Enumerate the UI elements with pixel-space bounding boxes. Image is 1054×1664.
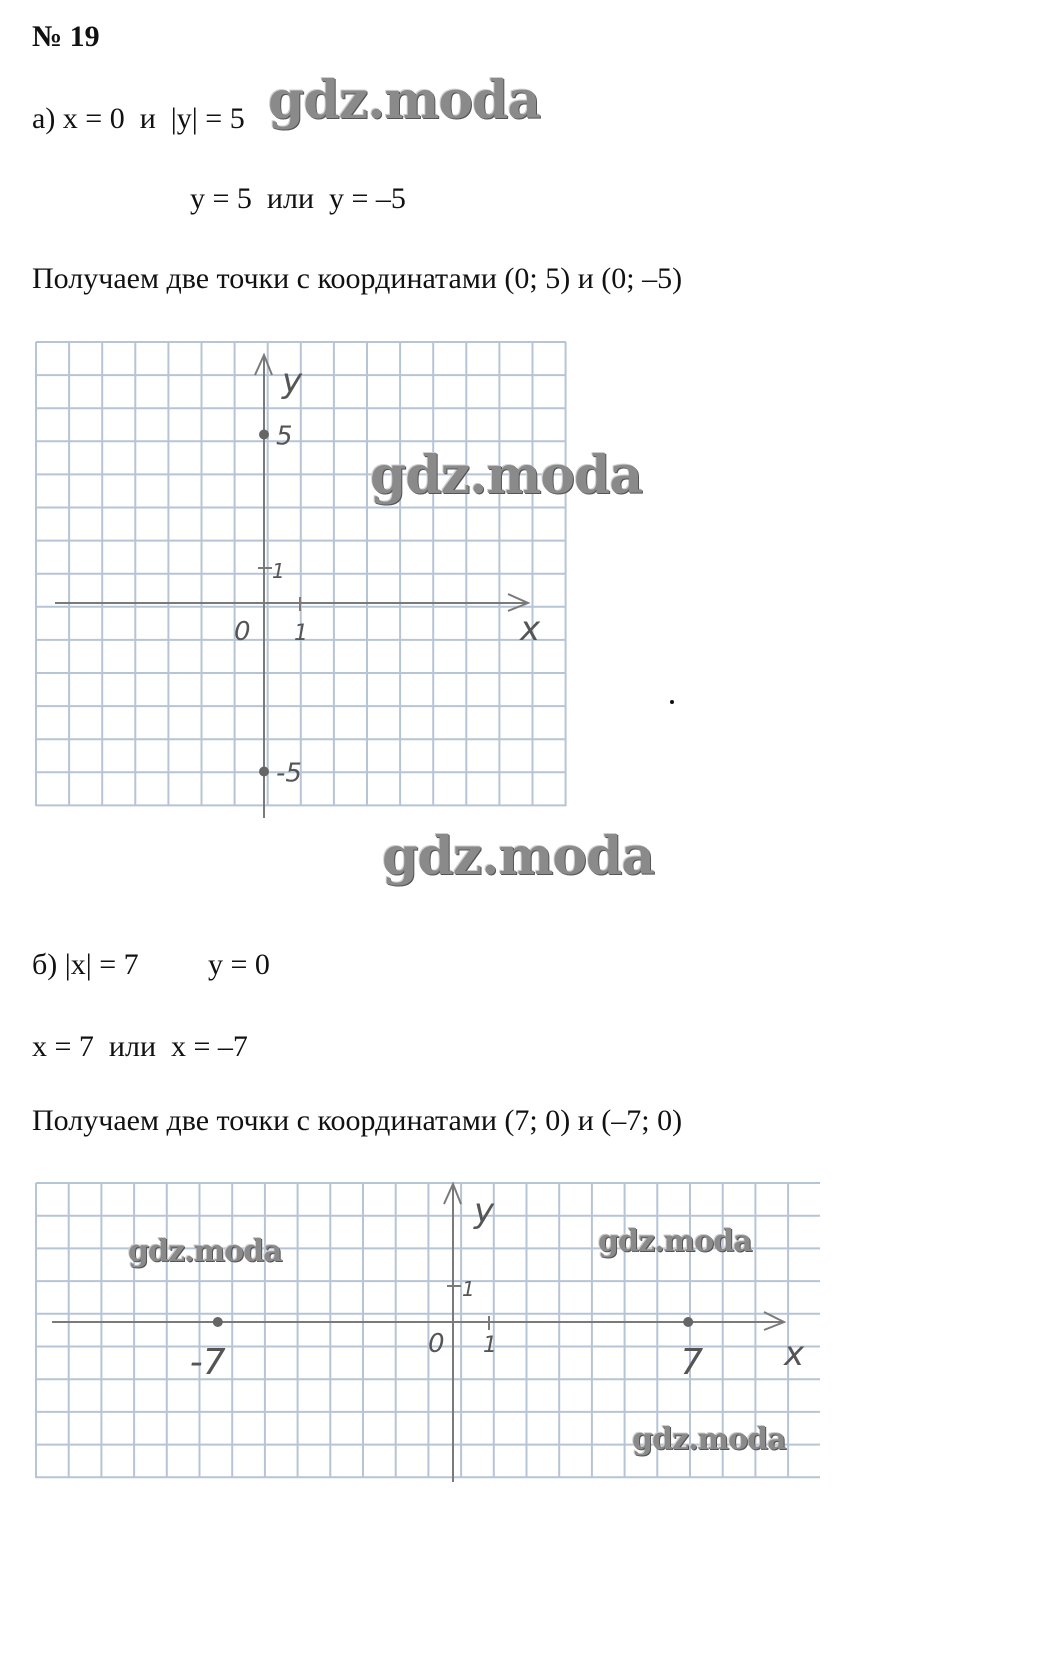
part-a-condition: а) x = 0 и |y| = 5 (32, 102, 245, 135)
x-unit-label-b: 1 (483, 1333, 497, 1358)
b-point-label-0: -7 (189, 1342, 226, 1383)
watermark: gdz.moda (370, 445, 643, 506)
y-unit-label-b: 1 (462, 1277, 475, 1301)
a-point-label-1: -5 (276, 758, 302, 789)
y-axis-label-b: y (474, 1191, 495, 1231)
watermark: gdz.moda (632, 1422, 786, 1457)
part-b-condition-y: y = 0 (208, 948, 270, 981)
origin-label-b: 0 (428, 1329, 445, 1359)
watermark: gdz.moda (598, 1224, 752, 1259)
part-a-answer: Получаем две точки с координатами (0; 5) и (0; –5) (32, 262, 683, 295)
x-unit-label-a: 1 (294, 621, 308, 646)
a-point-label-0: 5 (276, 421, 293, 452)
y-axis-label-a: y (282, 361, 303, 401)
x-axis-label-a: x (520, 609, 541, 649)
problem-number: № 19 (32, 20, 100, 53)
x-axis-label-b: x (784, 1334, 805, 1374)
origin-label-a: 0 (234, 617, 251, 647)
b-point-label-1: 7 (680, 1342, 704, 1383)
y-unit-label-a: 1 (272, 559, 285, 583)
watermark: gdz.moda (128, 1234, 282, 1269)
watermark: gdz.moda (382, 826, 655, 887)
part-a-solution: y = 5 или y = –5 (190, 182, 406, 215)
part-b-condition: б) |x| = 7 (32, 948, 139, 981)
b-point-0 (213, 1317, 223, 1327)
part-b-solution: x = 7 или x = –7 (32, 1030, 248, 1063)
watermark: gdz.moda (268, 70, 541, 131)
part-b-answer: Получаем две точки с координатами (7; 0) и (–7; 0) (32, 1104, 683, 1137)
b-point-1 (683, 1317, 693, 1327)
